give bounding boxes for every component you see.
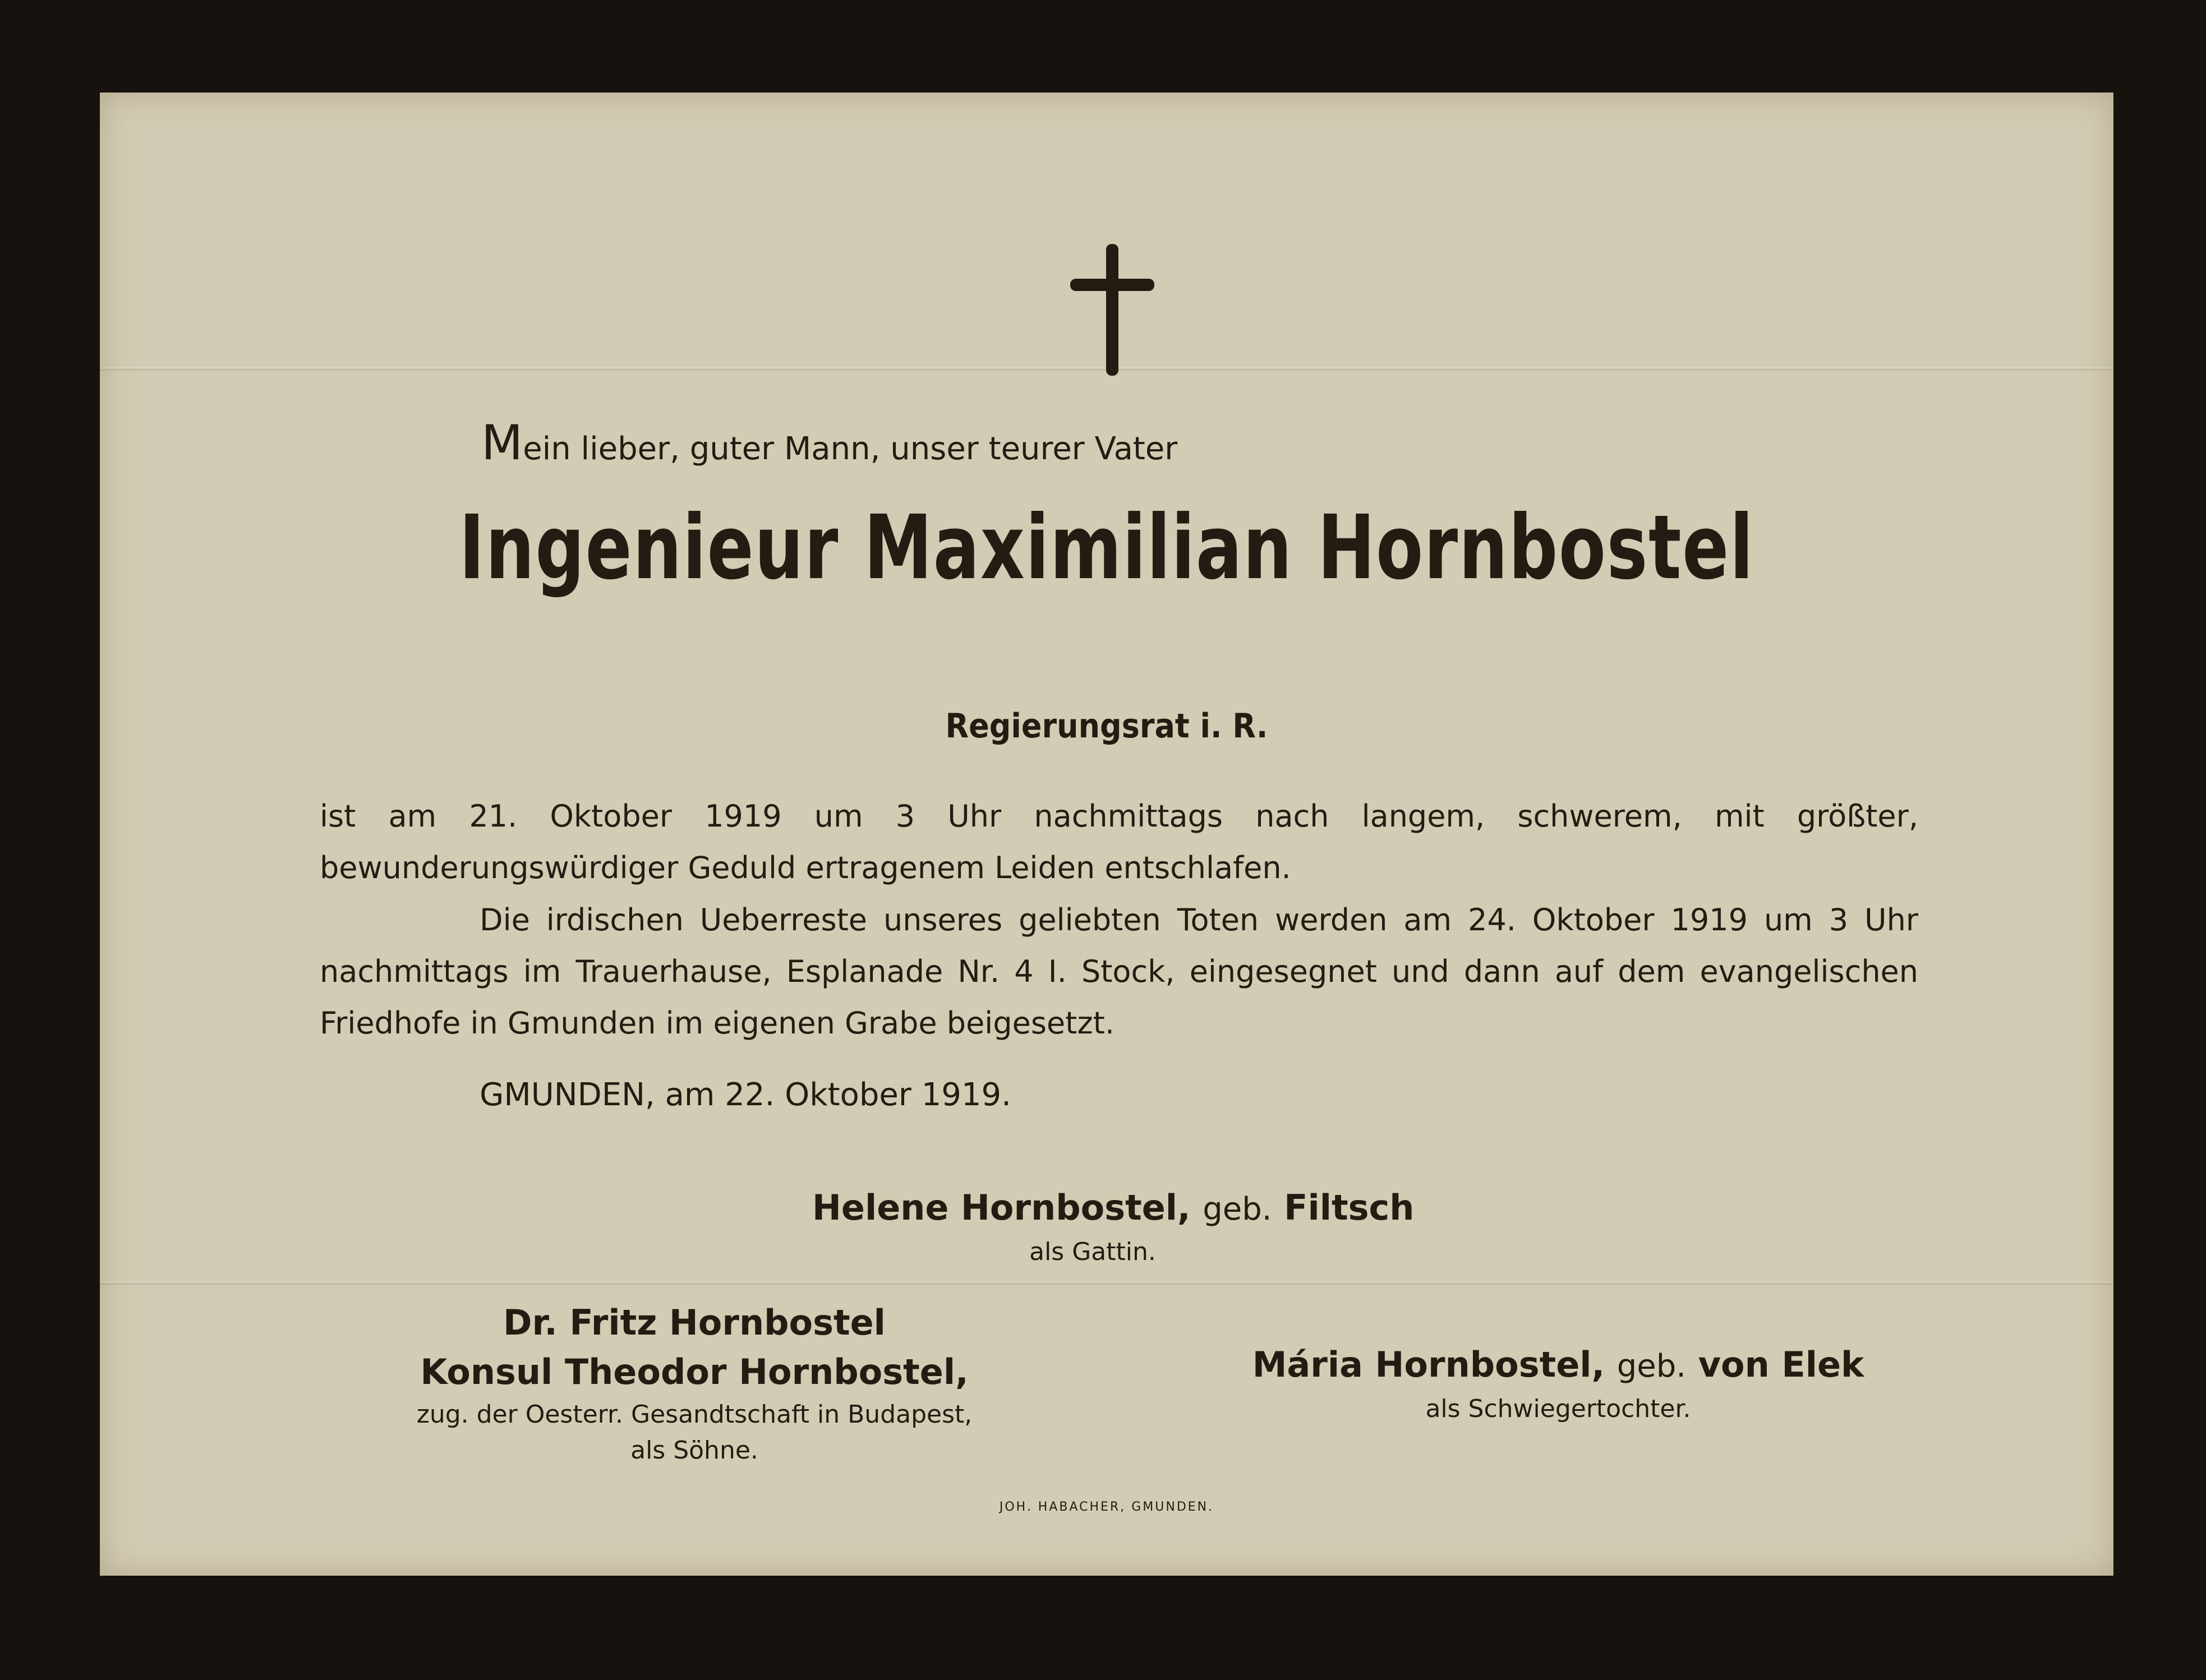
son-detail: zug. der Oesterr. Gesandtschaft in Budapest, <box>416 1400 973 1429</box>
widow-maiden-name: Filtsch <box>1284 1187 1415 1228</box>
signatory-widow <box>812 1183 1415 1270</box>
paragraph-death: ist am 21. Oktober 1919 um 3 Uhr nachmittags nach langem, schwerem, mit größter, bewunderungswürdiger Geduld ertragenem Leiden entschlafen. <box>320 799 1918 885</box>
son-name-2: Konsul Theodor Hornbostel, <box>420 1351 969 1392</box>
sons-role: als Söhne. <box>630 1436 758 1465</box>
cross-icon <box>1070 244 1154 379</box>
intro-line <box>481 415 1177 471</box>
paragraph-funeral: Die irdischen Ueberreste unseres geliebten Toten werden am 24. Oktober 1919 um 3 Uhr nachmittags im Trauerhause, Esplanade Nr. 4 I. Stock, eingesegnet und dann auf dem evangelischen Friedhofe in Gmunden im eigenen Grabe beigesetzt. <box>320 902 1918 1041</box>
fold-line <box>100 1281 2113 1285</box>
son-name-1: Dr. Fritz Hornbostel <box>503 1302 886 1343</box>
signatory-daughter-in-law <box>1166 1340 1951 1427</box>
intro-text: ein lieber, guter Mann, unser teurer Vater <box>523 431 1178 467</box>
widow-name: Helene Hornbostel, <box>812 1187 1191 1228</box>
daughter-in-law-role: als Schwiegertochter. <box>1425 1395 1691 1423</box>
signatory-sons <box>341 1298 1048 1469</box>
daughter-in-law-name: Mária Hornbostel, <box>1252 1344 1605 1385</box>
widow-role: als Gattin. <box>1029 1238 1156 1266</box>
obituary-card <box>100 93 2113 1576</box>
daughter-in-law-geb: geb. <box>1616 1348 1687 1384</box>
deceased-name: Ingenieur Maximilian Hornbostel <box>459 496 1754 599</box>
daughter-in-law-maiden-name: von Elek <box>1698 1344 1864 1385</box>
intro-capital: M <box>481 415 523 471</box>
widow-geb: geb. <box>1203 1191 1272 1227</box>
printer-imprint: JOH. HABACHER, GMUNDEN. <box>999 1500 1214 1514</box>
deceased-title: Regierungsrat i. R. <box>945 707 1268 746</box>
place-date: GMUNDEN, am 22. Oktober 1919. <box>480 1077 1011 1113</box>
